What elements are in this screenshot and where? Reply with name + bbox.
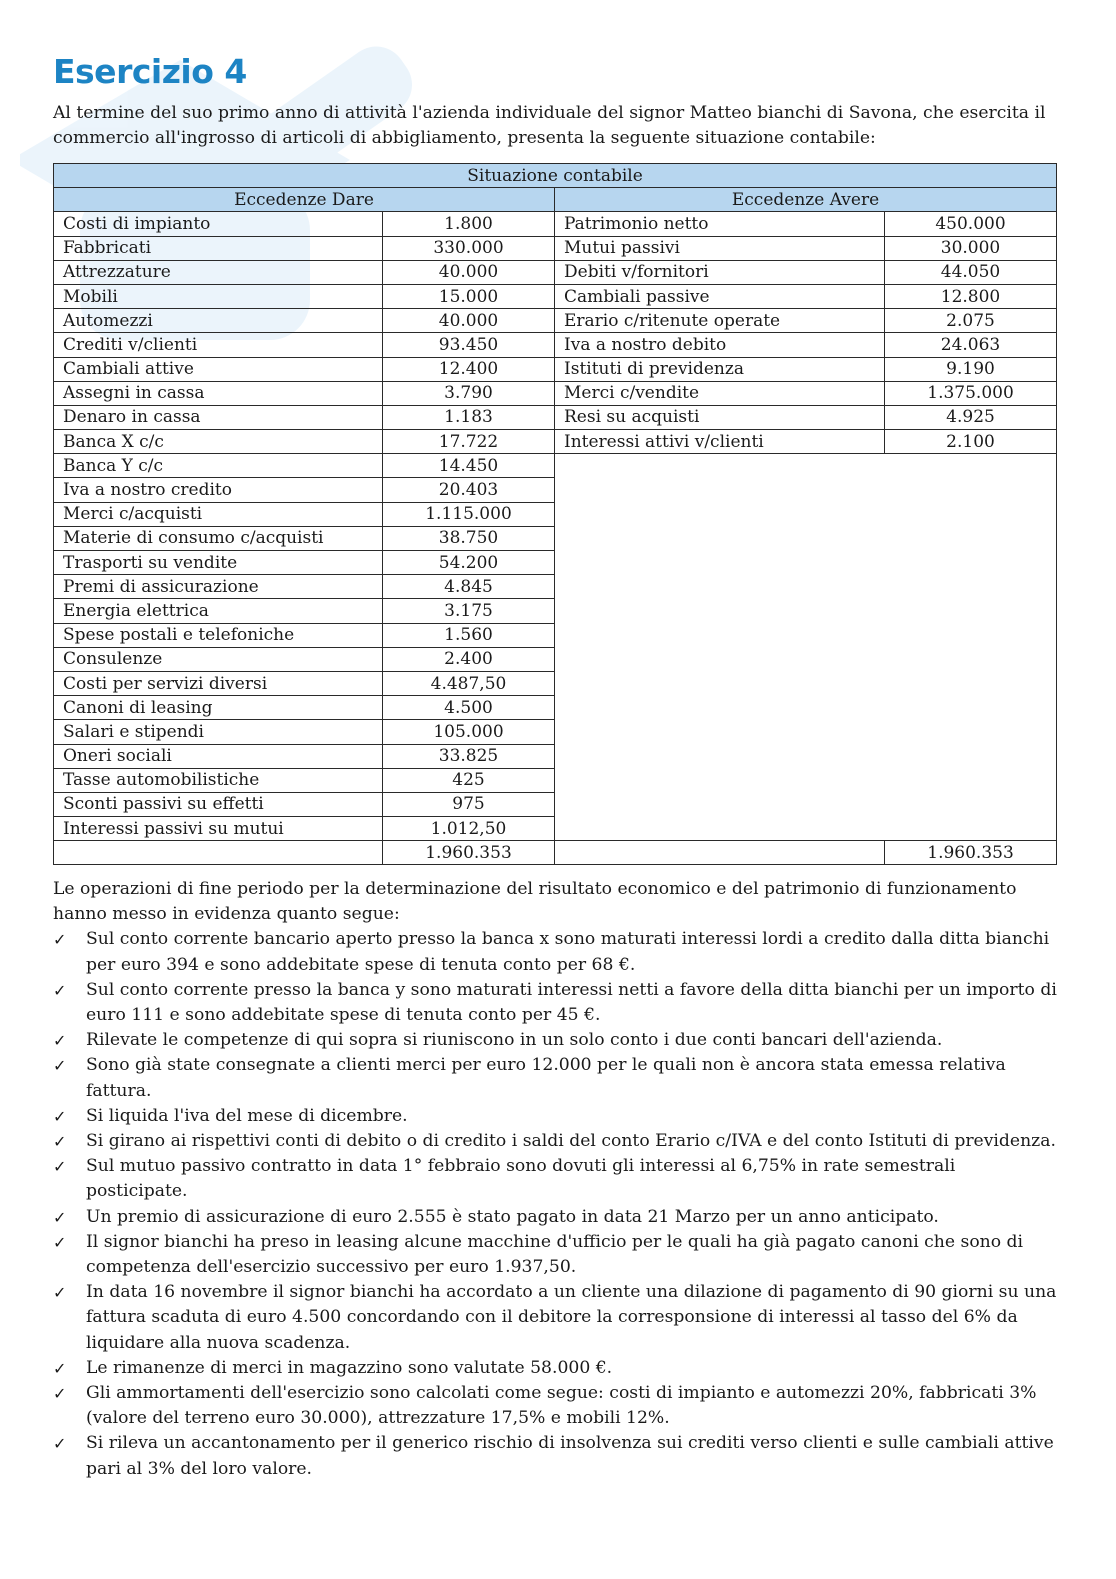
intro-paragraph: Al termine del suo primo anno di attività l'azienda individuale del signor Matteo bianchi di Savona, che esercita il commercio all'ingrosso di articoli di abbigliamento, presenta la seguente situazione contabile: — [53, 103, 1046, 148]
dare-total-label — [54, 841, 383, 865]
operation-text: Sul mutuo passivo contratto in data 1° febbraio sono dovuti gli interessi al 6,75% in rate semestrali posticipate. — [86, 1156, 956, 1202]
dare-label: Oneri sociali — [54, 744, 383, 768]
table-row — [54, 236, 1057, 260]
dare-label: Assegni in cassa — [54, 381, 383, 405]
dare-value: 14.450 — [383, 454, 555, 478]
table-row — [54, 212, 1057, 236]
checkmark-icon: ✓ — [53, 1434, 67, 1454]
avere-value: 30.000 — [885, 236, 1057, 260]
dare-value: 15.000 — [383, 284, 555, 308]
dare-value: 2.400 — [383, 647, 555, 671]
table-header-row — [54, 188, 1057, 212]
list-item — [53, 1104, 1058, 1129]
avere-label: Cambiali passive — [555, 284, 885, 308]
checkmark-icon: ✓ — [53, 1031, 67, 1051]
dare-value: 12.400 — [383, 357, 555, 381]
table-caption-row — [54, 164, 1057, 188]
checkmark-icon: ✓ — [53, 1358, 67, 1378]
dare-value: 425 — [383, 768, 555, 792]
checkmark-icon: ✓ — [53, 1232, 67, 1252]
operations-intro: Le operazioni di fine periodo per la determinazione del risultato economico e del patrimonio di funzionamento hanno messo in evidenza quanto segue: — [53, 879, 1017, 925]
list-item — [53, 1028, 1058, 1053]
table-row — [54, 454, 1057, 478]
operation-text: Sul conto corrente bancario aperto presso la banca x sono maturati interessi lordi a credito dalla ditta bianchi per euro 394 e sono addebitate spese di tenuta conto per 68 €. — [86, 929, 1050, 975]
dare-label: Trasporti su vendite — [54, 551, 383, 575]
list-item — [53, 1129, 1058, 1154]
dare-label: Salari e stipendi — [54, 720, 383, 744]
checkmark-icon: ✓ — [53, 1132, 67, 1152]
dare-label: Merci c/acquisti — [54, 502, 383, 526]
avere-value: 2.100 — [885, 430, 1057, 454]
avere-value: 4.925 — [885, 405, 1057, 429]
avere-label: Istituti di previdenza — [555, 357, 885, 381]
operation-text: Si liquida l'iva del mese di dicembre. — [86, 1105, 408, 1126]
avere-value: 24.063 — [885, 333, 1057, 357]
dare-label: Tasse automobilistiche — [54, 768, 383, 792]
operation-text: Si rileva un accantonamento per il generico rischio di insolvenza sui crediti verso clienti e sulle cambiali attive pari al 3% del loro valore. — [86, 1433, 1054, 1479]
table-row — [54, 309, 1057, 333]
list-item — [53, 978, 1058, 1028]
dare-value: 330.000 — [383, 236, 555, 260]
avere-label: Erario c/ritenute operate — [555, 309, 885, 333]
page-title: Esercizio 4 — [53, 52, 247, 91]
dare-value: 93.450 — [383, 333, 555, 357]
avere-label: Mutui passivi — [555, 236, 885, 260]
dare-label: Costi per servizi diversi — [54, 671, 383, 695]
table-caption: Situazione contabile — [54, 164, 1057, 188]
table-row — [54, 357, 1057, 381]
list-item — [53, 1431, 1058, 1481]
dare-total: 1.960.353 — [383, 841, 555, 865]
avere-label: Merci c/vendite — [555, 381, 885, 405]
dare-label: Spese postali e telefoniche — [54, 623, 383, 647]
operation-text: Rilevate le competenze di qui sopra si riuniscono in un solo conto i due conti bancari dell'azienda. — [86, 1030, 943, 1051]
operations-section — [53, 877, 1058, 1482]
checkmark-icon: ✓ — [53, 1106, 67, 1126]
list-item — [53, 927, 1058, 977]
table-row — [54, 260, 1057, 284]
totals-row — [54, 841, 1057, 865]
avere-label: Iva a nostro debito — [555, 333, 885, 357]
dare-label: Cambiali attive — [54, 357, 383, 381]
list-item — [53, 1280, 1058, 1356]
dare-label: Automezzi — [54, 309, 383, 333]
dare-label: Sconti passivi su effetti — [54, 792, 383, 816]
dare-label: Energia elettrica — [54, 599, 383, 623]
dare-value: 3.175 — [383, 599, 555, 623]
operation-text: Gli ammortamenti dell'esercizio sono calcolati come segue: costi di impianto e automezzi 20%, fabbricati 3% (valore del terreno euro 30.000), attrezzature 17,5% e mobili 12%. — [86, 1383, 1037, 1429]
list-item — [53, 1230, 1058, 1280]
avere-value: 9.190 — [885, 357, 1057, 381]
dare-value: 1.183 — [383, 405, 555, 429]
checkmark-icon: ✓ — [53, 1283, 67, 1303]
checkmark-icon: ✓ — [53, 1157, 67, 1177]
avere-label: Patrimonio netto — [555, 212, 885, 236]
operation-text: Il signor bianchi ha preso in leasing alcune macchine d'ufficio per le quali ha già pagato canoni che sono di competenza dell'esercizio successivo per euro 1.937,50. — [86, 1231, 1024, 1278]
checkmark-icon: ✓ — [53, 1384, 67, 1404]
operation-text: Sono già state consegnate a clienti merci per euro 12.000 per le quali non è ancora stata emessa relativa fattura. — [86, 1055, 1006, 1101]
avere-value: 44.050 — [885, 260, 1057, 284]
table-row — [54, 284, 1057, 308]
table-row — [54, 405, 1057, 429]
dare-value: 1.800 — [383, 212, 555, 236]
checkmark-icon: ✓ — [53, 980, 67, 1000]
dare-value: 54.200 — [383, 551, 555, 575]
dare-label: Banca X c/c — [54, 430, 383, 454]
ledger-body — [54, 212, 1057, 865]
dare-label: Banca Y c/c — [54, 454, 383, 478]
dare-label: Denaro in cassa — [54, 405, 383, 429]
dare-label: Interessi passivi su mutui — [54, 817, 383, 841]
dare-label: Iva a nostro credito — [54, 478, 383, 502]
list-item — [53, 1356, 1058, 1381]
list-item — [53, 1381, 1058, 1431]
dare-value: 4.500 — [383, 696, 555, 720]
checkmark-icon: ✓ — [53, 1056, 67, 1076]
dare-label: Attrezzature — [54, 260, 383, 284]
dare-value: 40.000 — [383, 309, 555, 333]
list-item — [53, 1053, 1058, 1103]
dare-label: Canoni di leasing — [54, 696, 383, 720]
dare-label: Crediti v/clienti — [54, 333, 383, 357]
dare-header: Eccedenze Dare — [54, 188, 555, 212]
table-row — [54, 430, 1057, 454]
dare-value: 975 — [383, 792, 555, 816]
avere-label: Resi su acquisti — [555, 405, 885, 429]
list-item — [53, 1205, 1058, 1230]
operation-text: Sul conto corrente presso la banca y sono maturati interessi netti a favore della ditta bianchi per un importo di euro 111 e sono addebitate spese di tenuta conto per 45 €. — [86, 979, 1057, 1026]
avere-value: 1.375.000 — [885, 381, 1057, 405]
avere-value: 12.800 — [885, 284, 1057, 308]
dare-value: 4.487,50 — [383, 671, 555, 695]
checkmark-icon: ✓ — [53, 1207, 67, 1227]
operation-text: Un premio di assicurazione di euro 2.555 è stato pagato in data 21 Marzo per un anno anticipato. — [86, 1206, 939, 1227]
checkmark-icon: ✓ — [53, 930, 67, 950]
operation-text: Si girano ai rispettivi conti di debito o di credito i saldi del conto Erario c/IVA e del conto Istituti di previdenza. — [86, 1131, 1056, 1152]
avere-total: 1.960.353 — [885, 841, 1057, 865]
dare-label: Consulenze — [54, 647, 383, 671]
dare-label: Fabbricati — [54, 236, 383, 260]
dare-value: 40.000 — [383, 260, 555, 284]
dare-value: 33.825 — [383, 744, 555, 768]
avere-value: 2.075 — [885, 309, 1057, 333]
dare-value: 105.000 — [383, 720, 555, 744]
dare-value: 4.845 — [383, 575, 555, 599]
dare-label: Mobili — [54, 284, 383, 308]
avere-label: Interessi attivi v/clienti — [555, 430, 885, 454]
operations-list — [53, 927, 1058, 1481]
dare-value: 17.722 — [383, 430, 555, 454]
list-item — [53, 1154, 1058, 1204]
table-row — [54, 333, 1057, 357]
dare-value: 1.115.000 — [383, 502, 555, 526]
ledger-table — [53, 163, 1057, 865]
operation-text: Le rimanenze di merci in magazzino sono valutate 58.000 €. — [86, 1357, 613, 1378]
dare-value: 20.403 — [383, 478, 555, 502]
dare-label: Premi di assicurazione — [54, 575, 383, 599]
dare-value: 38.750 — [383, 526, 555, 550]
avere-value: 450.000 — [885, 212, 1057, 236]
dare-label: Costi di impianto — [54, 212, 383, 236]
dare-value: 3.790 — [383, 381, 555, 405]
table-row — [54, 381, 1057, 405]
dare-value: 1.012,50 — [383, 817, 555, 841]
avere-total-label — [555, 841, 885, 865]
dare-value: 1.560 — [383, 623, 555, 647]
operation-text: In data 16 novembre il signor bianchi ha accordato a un cliente una dilazione di pagamento di 90 giorni su una fattura scaduta di euro 4.500 concordando con il debitore la corresponsione di interessi al tasso del 6% da liquidare alla nuova scadenza. — [86, 1282, 1057, 1353]
avere-header: Eccedenze Avere — [555, 188, 1057, 212]
dare-label: Materie di consumo c/acquisti — [54, 526, 383, 550]
avere-empty-area — [555, 454, 1057, 841]
avere-label: Debiti v/fornitori — [555, 260, 885, 284]
